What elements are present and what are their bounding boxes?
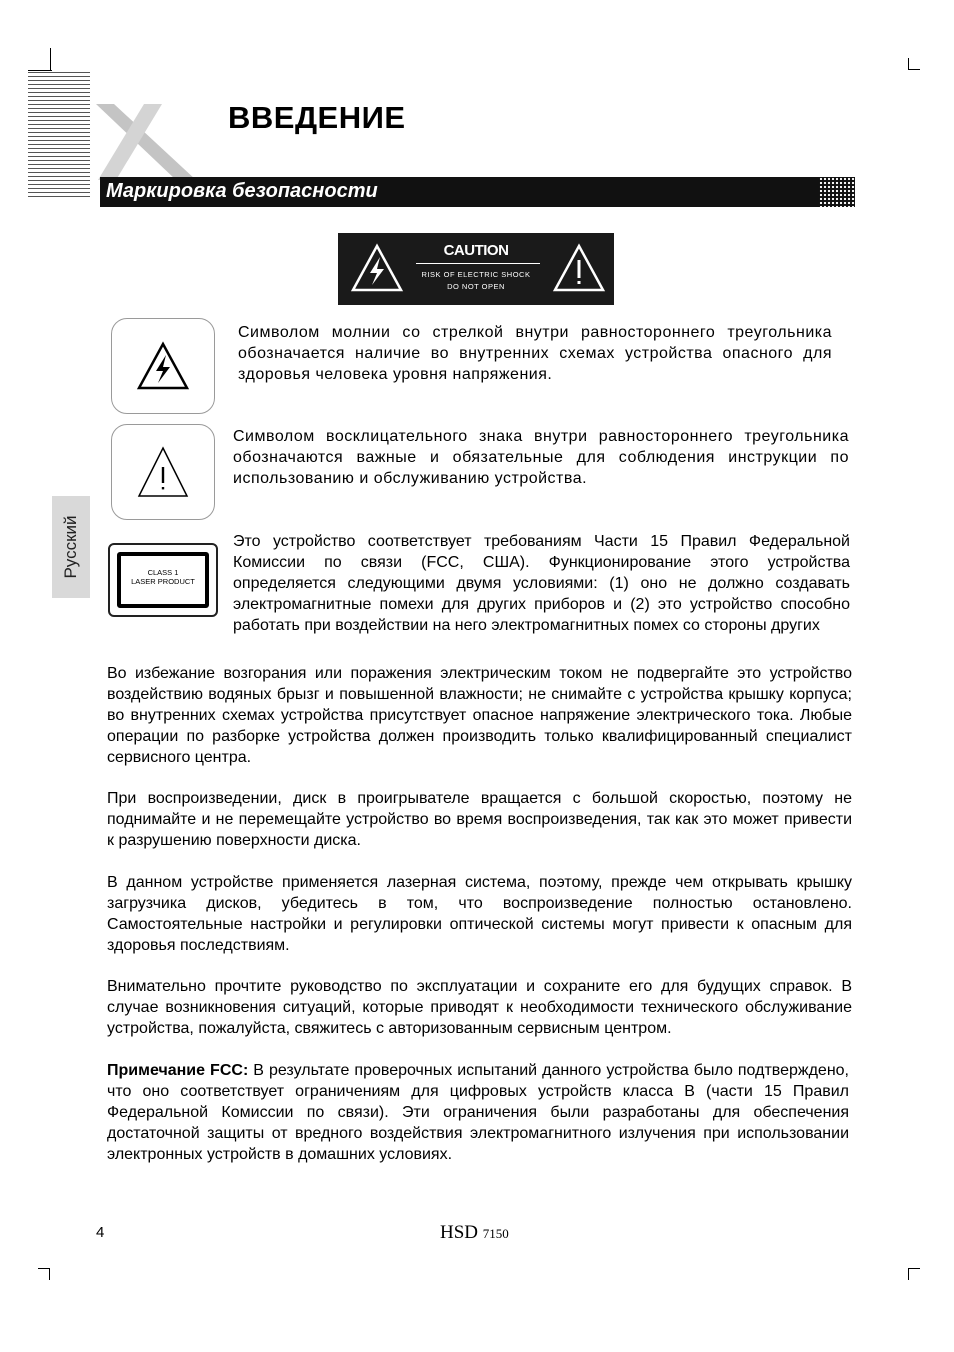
footer-model xyxy=(440,1222,509,1244)
footer-model-brand: HSD xyxy=(440,1222,479,1243)
caution-line-2: DO NOT OPEN xyxy=(447,282,505,291)
section-header-bar xyxy=(100,177,855,207)
laser-label-frame xyxy=(117,552,209,608)
exclamation-symbol-box xyxy=(111,424,215,520)
lightning-symbol-text: Символом молнии со стрелкой внутри равностороннего треугольника обозначается наличие во внутренних схемах устройства опасного для здоровья человека уровня напряжения. xyxy=(238,324,832,383)
crop-mark-top-left xyxy=(50,48,51,70)
fcc-compliance-text: Это устройство соответствует требованиям Части 15 Правил Федеральной Комиссии по связи (FCC, США). Функционирование этого устройства определяется следующими двумя условиями: (1) оно не должно создавать электромагнитные помехи для других приборов и (2) это устройство способно работать при воздействии на него электромагнитных помех со стороны других xyxy=(233,533,850,634)
section-title: Маркировка безопасности xyxy=(106,180,378,202)
caution-label xyxy=(338,233,614,305)
crop-mark-top-right-h xyxy=(908,69,920,70)
crop-mark-top-left-h xyxy=(28,70,52,71)
footer-model-number: 7150 xyxy=(482,1226,509,1241)
crop-mark-bottom-left-v xyxy=(49,1268,50,1280)
exclamation-triangle-icon xyxy=(136,445,190,499)
paragraph-fire-warning: Во избежание возгорания или поражения электрическим током не подвергайте это устройство воздействию водяных брызг и повышенной влажности; не снимайте с устройства крышку корпуса; во внутренних схемах устройства присутствует опасное напряжение электрического тока. Любые операции по разборке устройства должен производить только квалифицированный специалист сервисного центра. xyxy=(107,665,852,766)
page-number: 4 xyxy=(96,1224,105,1241)
fcc-note xyxy=(107,1060,849,1165)
page-title: ВВЕДЕНИЕ xyxy=(228,100,406,135)
fcc-note-label: Примечание FCC: xyxy=(107,1062,249,1079)
paragraph-laser-system: В данном устройстве применяется лазерная система, поэтому, прежде чем открывать крышку загрузчика дисков, убедитесь в том, что воспроизведение полностью остановлено. Самостоятельные настройки и регулировки оптической системы могут привести к опасным для здоровья последствиям. xyxy=(107,874,852,954)
caution-line-1: RISK OF ELECTRIC SHOCK xyxy=(421,270,531,279)
crop-mark-bottom-right-v xyxy=(908,1268,909,1280)
laser-product-label xyxy=(108,543,218,617)
paragraph-manual-service: Внимательно прочтите руководство по эксплуатации и сохраните его для будущих справок. В случае возникновения ситуаций, которые приводят к необходимости технического обслуживание устройства, пожалуйста, свяжитесь с авторизованным сервисным центром. xyxy=(107,978,852,1037)
header-stripes xyxy=(28,72,90,198)
laser-label-line-2: LASER PRODUCT xyxy=(131,577,195,586)
lightning-symbol-box xyxy=(111,318,215,414)
language-side-tab xyxy=(52,496,90,598)
fcc-note-text: В результате проверочных испытаний данного устройства было подтверждено, что оно соответствует ограничениям для цифровых устройств класса B (части 15 Правил Федеральной Комиссии по связи). Эти ограничения были разработаны для обеспечения достаточной защиты от вредного воздействия электромагнитного излучения при использовании электронных устройств в домашних условиях. xyxy=(107,1062,849,1163)
exclamation-symbol-text: Символом восклицательного знака внутри равностороннего треугольника обозначаются важные и обязательные для соблюдения инструкции по использованию и обслуживанию устройства. xyxy=(233,428,849,487)
caution-title: CAUTION xyxy=(443,242,509,259)
language-label: Русский xyxy=(61,515,80,579)
crop-mark-bottom-right xyxy=(908,1268,920,1269)
laser-label-line-1: CLASS 1 xyxy=(147,568,179,577)
lightning-triangle-icon xyxy=(136,341,190,391)
brand-x-logo xyxy=(96,104,196,180)
caution-rule xyxy=(416,263,540,264)
section-bar-dots xyxy=(819,177,855,207)
paragraph-disc-rotation: При воспроизведении, диск в проигрывателе вращается с большой скоростью, поэтому не поднимайте и не перемещайте устройство во время воспроизведения, так как это может привести к разрушению поверхности диска. xyxy=(107,790,852,849)
